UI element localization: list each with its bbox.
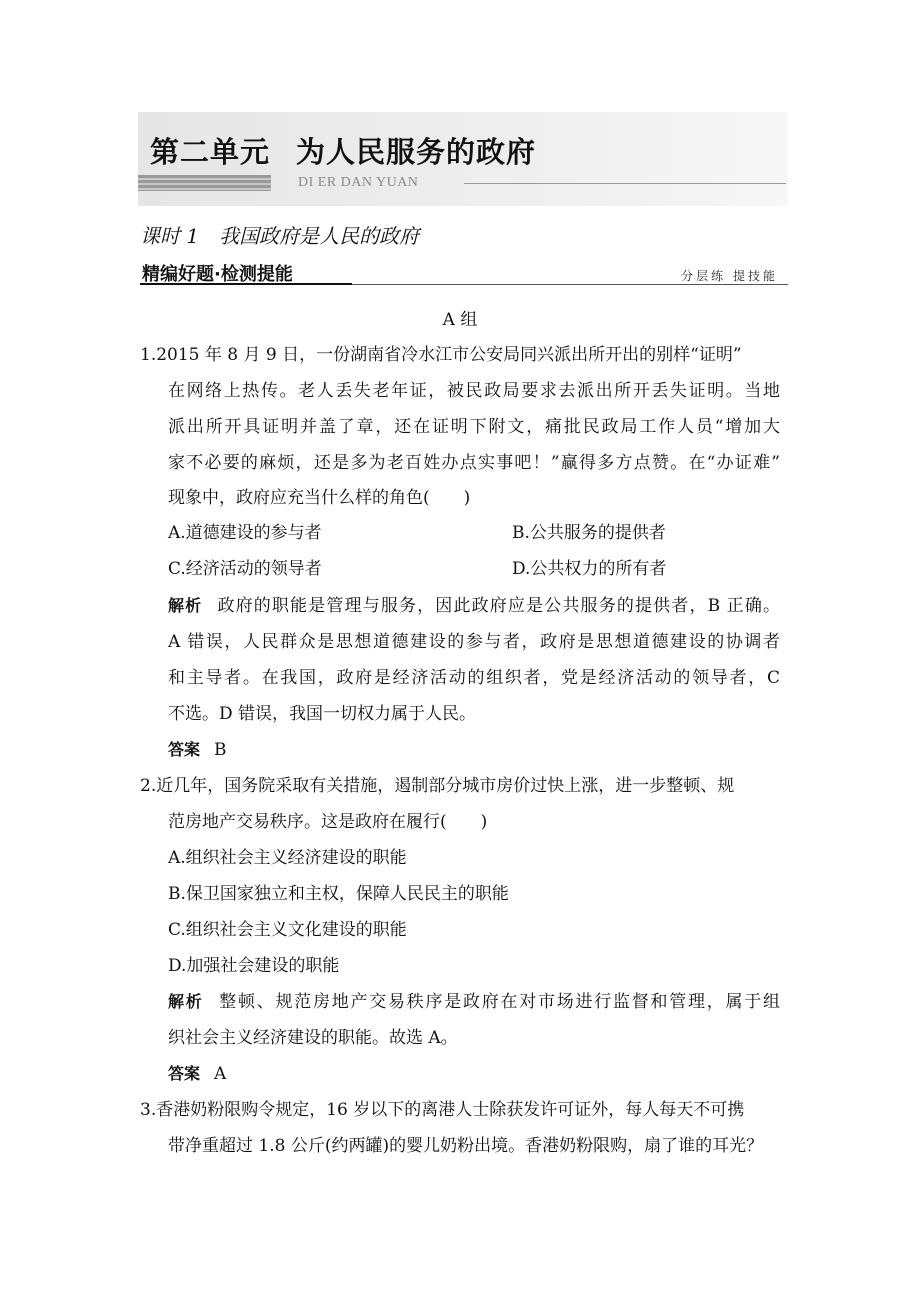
q3-line-1: 3.香港奶粉限购令规定，16 岁以下的离港人士除获发许可证外，每人每天不可携	[140, 1100, 745, 1120]
unit-pinyin: DI ER DAN YUAN	[298, 175, 419, 190]
q2-option-d: D.加强社会建设的职能	[168, 956, 340, 976]
unit-decorative-line	[464, 183, 786, 184]
unit-header	[138, 112, 788, 206]
q2-analysis-line-2: 织社会主义经济建设的职能。故选 A。	[168, 1028, 458, 1048]
q1-line-1: 1.2015 年 8 月 9 日，一份湖南省冷水江市公安局同兴派出所开出的别样“证明”	[140, 345, 742, 365]
section-title-box	[140, 259, 352, 285]
q1-option-a: A.道德建设的参与者	[168, 523, 322, 543]
q2-line-1: 2.近几年，国务院采取有关措施，遏制部分城市房价过快上涨，进一步整顿、规	[140, 776, 735, 796]
q1-answer	[168, 738, 227, 762]
group-title: A 组	[442, 310, 478, 330]
q1-analysis-text-1: 政府的职能是管理与服务，因此政府应是公共服务的提供者，B 正确。	[216, 596, 780, 616]
q2-line-2: 范房地产交易秩序。这是政府在履行( )	[168, 812, 488, 832]
q1-line-5: 现象中，政府应充当什么样的角色( )	[168, 488, 471, 508]
q2-option-a: A.组织社会主义经济建设的职能	[168, 848, 407, 868]
q1-line-2: 在网络上热传。老人丢失老年证，被民政局要求去派出所开丢失证明。当地	[168, 381, 780, 401]
q1-analysis-line-3: 和主导者。在我国，政府是经济活动的组织者，党是经济活动的领导者，C	[168, 668, 780, 688]
section-title: 精编好题·检测提能	[142, 264, 293, 285]
unit-name: 为人民服务的政府	[296, 135, 537, 169]
q1-analysis-line-4: 不选。D 错误，我国一切权力属于人民。	[168, 704, 477, 724]
q1-answer-label: 答案	[168, 740, 201, 759]
q1-option-d: D.公共权力的所有者	[512, 559, 667, 579]
q2-answer-label: 答案	[168, 1064, 201, 1083]
q3-line-2: 带净重超过 1.8 公斤(约两罐)的婴儿奶粉出境。香港奶粉限购，扇了谁的耳光？	[168, 1136, 764, 1156]
q1-analysis-label: 解析	[168, 596, 203, 615]
q1-option-b: B.公共服务的提供者	[512, 523, 666, 543]
q2-answer-value: A	[214, 1064, 227, 1084]
q1-line-4: 家不必要的麻烦，还是多为老百姓办点实事吧！”赢得多方点赞。在“办证难”	[168, 453, 780, 473]
q2-answer	[168, 1062, 226, 1086]
q2-analysis-text-1: 整顿、规范房地产交易秩序是政府在对市场进行监督和管理，属于组	[217, 992, 780, 1012]
q1-analysis-line-2: A 错误，人民群众是思想道德建设的参与者，政府是思想道德建设的协调者	[168, 632, 780, 652]
unit-title	[150, 130, 536, 171]
lesson-heading	[140, 220, 419, 249]
q1-answer-value: B	[214, 740, 227, 760]
lesson-title: 我国政府是人民的政府	[219, 224, 420, 248]
unit-decorative-bar	[138, 175, 271, 191]
q2-analysis-line-1	[168, 990, 780, 1014]
q2-option-c: C.组织社会主义文化建设的职能	[168, 920, 407, 940]
unit-number: 第二单元	[150, 135, 271, 169]
lesson-number: 课时 1	[140, 224, 200, 248]
section-tagline: 分层练 提技能	[681, 269, 778, 283]
q1-line-3: 派出所开具证明并盖了章，还在证明下附文，痛批民政局工作人员“增加大	[168, 417, 780, 437]
q2-analysis-label: 解析	[168, 992, 204, 1011]
q2-option-b: B.保卫国家独立和主权，保障人民民主的职能	[168, 884, 509, 904]
section-banner	[140, 259, 788, 287]
q1-analysis-line-1	[168, 594, 780, 618]
q1-option-c: C.经济活动的领导者	[168, 559, 322, 579]
section-rule	[352, 284, 788, 285]
